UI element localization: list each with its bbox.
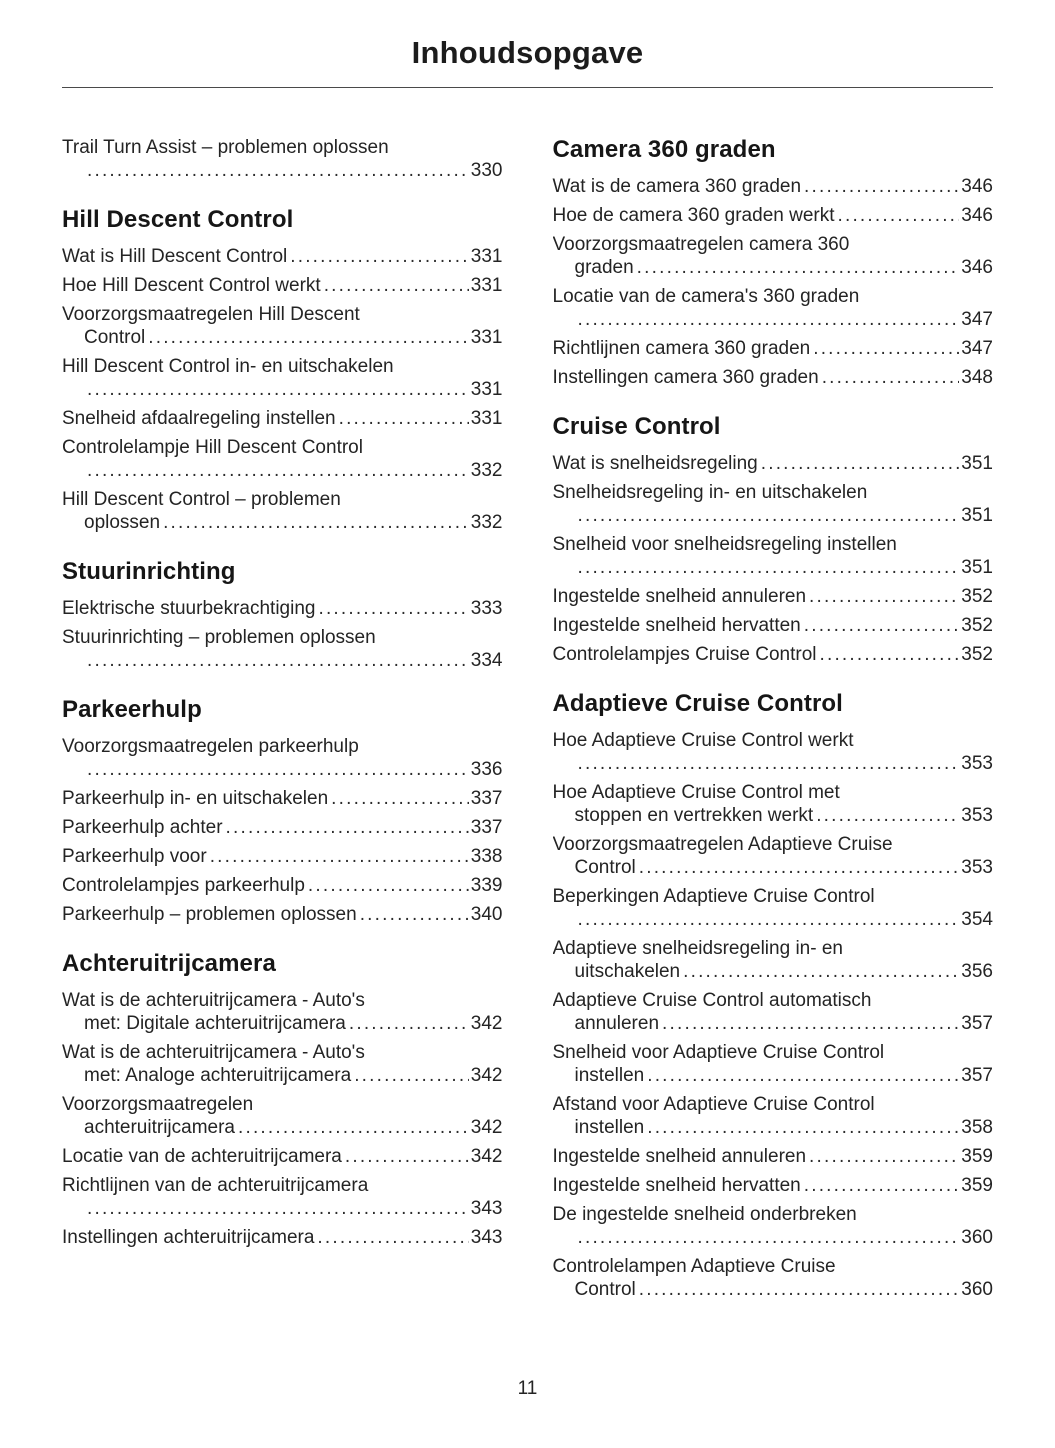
- dot-leader: [838, 204, 960, 227]
- dot-leader: [804, 614, 960, 637]
- entry-last-line: [553, 308, 994, 331]
- toc-entry: [553, 937, 994, 983]
- entry-label: Hoe de camera 360 graden werkt: [552, 205, 835, 226]
- entry-text-line: Snelheid voor Adaptieve Cruise Control: [552, 1042, 885, 1063]
- dot-leader: [578, 308, 960, 331]
- toc-entry: [62, 136, 503, 182]
- section-heading: Camera 360 graden: [552, 136, 776, 163]
- entry-page-number: 342: [470, 1117, 503, 1138]
- entry-last-line: [62, 787, 503, 810]
- toc-entry: [62, 355, 503, 401]
- entry-page-number: 359: [961, 1175, 993, 1196]
- toc-column-left: [62, 136, 503, 1307]
- entry-label: Wat is de camera 360 graden: [552, 176, 802, 197]
- toc-entry: [553, 175, 994, 198]
- toc-entry: [62, 245, 503, 268]
- toc-section: [62, 136, 503, 182]
- entry-text-line: Snelheidsregeling in- en uitschakelen: [552, 482, 868, 503]
- toc-entry: [553, 204, 994, 227]
- entry-page-number: 339: [470, 875, 503, 896]
- toc-section: [62, 696, 503, 926]
- entry-label: Control: [574, 857, 636, 878]
- toc-entry: [553, 614, 994, 637]
- entry-page-number: 332: [470, 460, 503, 481]
- toc-entry: [62, 1145, 503, 1168]
- entry-last-line: [553, 337, 994, 360]
- dot-leader: [87, 159, 469, 182]
- entry-text-line: Hill Descent Control – problemen: [62, 489, 341, 510]
- entry-last-line: [553, 366, 994, 389]
- entry-last-line: [62, 874, 503, 897]
- entry-label: Controlelampjes parkeerhulp: [62, 875, 305, 896]
- dot-leader: [683, 960, 959, 983]
- toc-entry: [62, 845, 503, 868]
- entry-page-number: 353: [961, 805, 993, 826]
- entry-page-number: 336: [470, 759, 503, 780]
- entry-last-line: [62, 326, 503, 349]
- entry-label: Wat is Hill Descent Control: [62, 246, 288, 267]
- dot-leader: [163, 511, 469, 534]
- entry-last-line: [62, 1197, 503, 1220]
- entry-last-line: [62, 758, 503, 781]
- entry-last-line: [553, 504, 994, 527]
- entry-label: Parkeerhulp voor: [62, 846, 207, 867]
- entry-page-number: 347: [961, 309, 993, 330]
- entry-last-line: [553, 204, 994, 227]
- entry-text-line: Voorzorgsmaatregelen parkeerhulp: [62, 736, 359, 757]
- entry-last-line: [62, 1145, 503, 1168]
- dot-leader: [317, 1226, 468, 1249]
- dot-leader: [578, 908, 960, 931]
- entry-label: Parkeerhulp – problemen oplossen: [62, 904, 357, 925]
- toc-entry: [553, 452, 994, 475]
- toc-entry: [553, 585, 994, 608]
- toc-entry: [62, 1174, 503, 1220]
- entry-last-line: [62, 903, 503, 926]
- toc-entry: [62, 488, 503, 534]
- entry-last-line: [553, 643, 994, 666]
- entry-page-number: 343: [470, 1198, 503, 1219]
- toc-entry: [553, 366, 994, 389]
- entry-label: Controlelampjes Cruise Control: [552, 644, 817, 665]
- entry-page-number: 334: [470, 650, 503, 671]
- entry-page-number: 360: [961, 1227, 993, 1248]
- entry-last-line: [62, 1116, 503, 1139]
- section-heading: Parkeerhulp: [62, 696, 202, 723]
- entry-label: instellen: [574, 1117, 645, 1138]
- entry-page-number: 356: [961, 961, 993, 982]
- dot-leader: [804, 175, 959, 198]
- entry-page-number: 352: [961, 644, 993, 665]
- entry-text-line: Wat is de achteruitrijcamera - Auto's: [62, 1042, 365, 1063]
- entry-page-number: 331: [470, 327, 503, 348]
- toc-entry: [62, 1041, 503, 1087]
- entry-label: Parkeerhulp achter: [62, 817, 223, 838]
- entry-page-number: 357: [961, 1013, 993, 1034]
- dot-leader: [290, 245, 469, 268]
- entry-page-number: 351: [961, 557, 993, 578]
- entry-page-number: 347: [961, 338, 993, 359]
- entry-page-number: 340: [470, 904, 503, 925]
- dot-leader: [761, 452, 960, 475]
- entry-last-line: [553, 614, 994, 637]
- page-footer: [0, 1378, 1055, 1400]
- dot-leader: [809, 585, 959, 608]
- dot-leader: [647, 1116, 959, 1139]
- entry-last-line: [553, 256, 994, 279]
- toc-entry: [62, 874, 503, 897]
- toc-entry: [553, 1255, 994, 1301]
- entry-text-line: Controlelampje Hill Descent Control: [62, 437, 363, 458]
- entry-page-number: 346: [961, 205, 993, 226]
- entry-page-number: 346: [961, 176, 993, 197]
- entry-text-line: Richtlijnen van de achteruitrijcamera: [62, 1175, 369, 1196]
- entry-text-line: Hoe Adaptieve Cruise Control werkt: [552, 730, 854, 751]
- toc-section: [553, 413, 994, 666]
- entry-last-line: [62, 649, 503, 672]
- toc-entry: [62, 1226, 503, 1249]
- entry-label: graden: [574, 257, 634, 278]
- toc-entry: [553, 233, 994, 279]
- toc-entry: [62, 903, 503, 926]
- entry-label: Elektrische stuurbekrachtiging: [62, 598, 316, 619]
- entry-last-line: [553, 175, 994, 198]
- dot-leader: [639, 856, 960, 879]
- toc-section: [553, 690, 994, 1301]
- dot-leader: [345, 1145, 469, 1168]
- dot-leader: [87, 378, 469, 401]
- dot-leader: [87, 1197, 469, 1220]
- toc-entry: [62, 597, 503, 620]
- entry-page-number: 359: [961, 1146, 993, 1167]
- dot-leader: [820, 643, 960, 666]
- entry-label: Ingestelde snelheid annuleren: [552, 1146, 807, 1167]
- dot-leader: [637, 256, 960, 279]
- toc-entry: [62, 1093, 503, 1139]
- entry-label: Parkeerhulp in- en uitschakelen: [62, 788, 329, 809]
- entry-page-number: 343: [470, 1227, 503, 1248]
- entry-last-line: [62, 378, 503, 401]
- entry-last-line: [553, 908, 994, 931]
- entry-last-line: [553, 556, 994, 579]
- entry-last-line: [62, 407, 503, 430]
- toc-entry: [62, 274, 503, 297]
- toc-entry: [553, 1203, 994, 1249]
- entry-page-number: 333: [470, 598, 503, 619]
- entry-page-number: 353: [961, 857, 993, 878]
- entry-last-line: [62, 1064, 503, 1087]
- toc-entry: [62, 303, 503, 349]
- entry-page-number: 360: [961, 1279, 993, 1300]
- entry-label: oplossen: [84, 512, 161, 533]
- dot-leader: [578, 556, 960, 579]
- dot-leader: [331, 787, 469, 810]
- toc-entry: [62, 436, 503, 482]
- entry-text-line: Voorzorgsmaatregelen camera 360: [552, 234, 850, 255]
- section-heading: Hill Descent Control: [62, 206, 294, 233]
- entry-page-number: 332: [470, 512, 503, 533]
- dot-leader: [578, 1226, 960, 1249]
- section-heading: Cruise Control: [552, 413, 721, 440]
- toc-entry: [62, 989, 503, 1035]
- entry-label: Control: [574, 1279, 636, 1300]
- toc-entry: [62, 816, 503, 839]
- entry-page-number: 357: [961, 1065, 993, 1086]
- entry-label: met: Analoge achteruitrijcamera: [84, 1065, 352, 1086]
- toc-entry: [553, 533, 994, 579]
- entry-text-line: Adaptieve Cruise Control automatisch: [552, 990, 872, 1011]
- entry-page-number: 338: [470, 846, 503, 867]
- entry-text-line: Hill Descent Control in- en uitschakelen: [62, 356, 394, 377]
- dot-leader: [578, 504, 960, 527]
- entry-label: met: Digitale achteruitrijcamera: [84, 1013, 346, 1034]
- toc-entry: [553, 833, 994, 879]
- entry-last-line: [62, 459, 503, 482]
- entry-text-line: Voorzorgsmaatregelen: [62, 1094, 254, 1115]
- entry-page-number: 354: [961, 909, 993, 930]
- entry-label: Ingestelde snelheid hervatten: [552, 1175, 801, 1196]
- entry-text-line: Wat is de achteruitrijcamera - Auto's: [62, 990, 365, 1011]
- entry-text-line: Adaptieve snelheidsregeling in- en: [552, 938, 843, 959]
- entry-last-line: [62, 159, 503, 182]
- toc-entry: [553, 1174, 994, 1197]
- entry-label: uitschakelen: [574, 961, 681, 982]
- entry-page-number: 351: [961, 505, 993, 526]
- entry-label: instellen: [574, 1065, 645, 1086]
- dot-leader: [226, 816, 469, 839]
- entry-label: Hoe Hill Descent Control werkt: [62, 275, 321, 296]
- entry-last-line: [553, 585, 994, 608]
- toc-entry: [553, 885, 994, 931]
- dot-leader: [238, 1116, 469, 1139]
- entry-last-line: [553, 1064, 994, 1087]
- toc-entry: [553, 337, 994, 360]
- toc-entry: [553, 729, 994, 775]
- entry-text-line: Stuurinrichting – problemen oplossen: [62, 627, 376, 648]
- entry-page-number: 337: [470, 817, 503, 838]
- toc-entry: [553, 1041, 994, 1087]
- dot-leader: [308, 874, 469, 897]
- page-title: Inhoudsopgave: [411, 35, 644, 70]
- entry-page-number: 342: [470, 1146, 503, 1167]
- entry-last-line: [553, 856, 994, 879]
- entry-last-line: [62, 1012, 503, 1035]
- dot-leader: [813, 337, 959, 360]
- entry-page-number: 342: [470, 1013, 503, 1034]
- toc-section: [62, 206, 503, 534]
- entry-last-line: [553, 752, 994, 775]
- entry-label: annuleren: [574, 1013, 660, 1034]
- entry-label: Locatie van de achteruitrijcamera: [62, 1146, 342, 1167]
- entry-text-line: Afstand voor Adaptieve Cruise Control: [552, 1094, 875, 1115]
- dot-leader: [360, 903, 469, 926]
- dot-leader: [354, 1064, 469, 1087]
- entry-last-line: [553, 1145, 994, 1168]
- entry-text-line: Locatie van de camera's 360 graden: [552, 286, 860, 307]
- dot-leader: [639, 1278, 960, 1301]
- toc-entry: [553, 989, 994, 1035]
- header-divider: [62, 87, 993, 88]
- dot-leader: [662, 1012, 959, 1035]
- entry-page-number: 352: [961, 586, 993, 607]
- dot-leader: [816, 804, 959, 827]
- dot-leader: [87, 459, 469, 482]
- entry-text-line: Snelheid voor snelheidsregeling instellen: [552, 534, 897, 555]
- dot-leader: [148, 326, 469, 349]
- dot-leader: [804, 1174, 960, 1197]
- entry-last-line: [553, 804, 994, 827]
- entry-text-line: Hoe Adaptieve Cruise Control met: [552, 782, 840, 803]
- dot-leader: [349, 1012, 469, 1035]
- entry-last-line: [62, 511, 503, 534]
- entry-last-line: [62, 1226, 503, 1249]
- entry-last-line: [553, 452, 994, 475]
- entry-last-line: [553, 1278, 994, 1301]
- section-heading: Achteruitrijcamera: [62, 950, 276, 977]
- entry-page-number: 331: [470, 408, 503, 429]
- section-heading: Stuurinrichting: [62, 558, 236, 585]
- entry-last-line: [62, 845, 503, 868]
- toc-entry: [62, 407, 503, 430]
- dot-leader: [809, 1145, 959, 1168]
- entry-page-number: 358: [961, 1117, 993, 1138]
- entry-last-line: [553, 1226, 994, 1249]
- dot-leader: [87, 758, 469, 781]
- entry-label: Instellingen achteruitrijcamera: [62, 1227, 315, 1248]
- section-heading: Adaptieve Cruise Control: [552, 690, 843, 717]
- toc-entry: [62, 735, 503, 781]
- entry-page-number: 352: [961, 615, 993, 636]
- entry-page-number: 331: [470, 379, 503, 400]
- toc-entry: [553, 1145, 994, 1168]
- entry-text-line: De ingestelde snelheid onderbreken: [552, 1204, 857, 1225]
- entry-label: Ingestelde snelheid hervatten: [552, 615, 801, 636]
- entry-page-number: 342: [470, 1065, 503, 1086]
- page-number: 11: [517, 1378, 538, 1399]
- entry-last-line: [62, 597, 503, 620]
- toc-entry: [553, 1093, 994, 1139]
- entry-label: Ingestelde snelheid annuleren: [552, 586, 807, 607]
- toc-section: [553, 136, 994, 389]
- entry-last-line: [553, 1116, 994, 1139]
- entry-label: Wat is snelheidsregeling: [552, 453, 758, 474]
- entry-page-number: 346: [961, 257, 993, 278]
- toc-entry: [553, 781, 994, 827]
- entry-text-line: Beperkingen Adaptieve Cruise Control: [552, 886, 875, 907]
- toc-entry: [553, 285, 994, 331]
- dot-leader: [578, 752, 960, 775]
- toc-entry: [553, 481, 994, 527]
- toc-section: [62, 950, 503, 1249]
- entry-page-number: 351: [961, 453, 993, 474]
- toc-columns: [62, 136, 993, 1307]
- dot-leader: [87, 649, 469, 672]
- entry-text-line: Voorzorgsmaatregelen Adaptieve Cruise: [552, 834, 893, 855]
- dot-leader: [339, 407, 469, 430]
- entry-page-number: 330: [470, 160, 503, 181]
- entry-page-number: 331: [470, 275, 503, 296]
- dot-leader: [324, 274, 469, 297]
- entry-label: Richtlijnen camera 360 graden: [552, 338, 811, 359]
- entry-label: Instellingen camera 360 graden: [552, 367, 819, 388]
- entry-text-line: Controlelampen Adaptieve Cruise: [552, 1256, 836, 1277]
- entry-label: Snelheid afdaalregeling instellen: [62, 408, 336, 429]
- entry-last-line: [553, 1012, 994, 1035]
- entry-label: Control: [84, 327, 146, 348]
- entry-page-number: 348: [961, 367, 993, 388]
- dot-leader: [318, 597, 468, 620]
- entry-page-number: 337: [470, 788, 503, 809]
- entry-last-line: [62, 816, 503, 839]
- entry-text-line: Voorzorgsmaatregelen Hill Descent: [62, 304, 360, 325]
- entry-last-line: [62, 274, 503, 297]
- entry-page-number: 353: [961, 753, 993, 774]
- entry-last-line: [553, 960, 994, 983]
- dot-leader: [822, 366, 960, 389]
- entry-last-line: [62, 245, 503, 268]
- toc-column-right: [553, 136, 994, 1307]
- toc-section: [62, 558, 503, 672]
- toc-entry: [553, 643, 994, 666]
- entry-label: stoppen en vertrekken werkt: [574, 805, 814, 826]
- toc-entry: [62, 787, 503, 810]
- entry-page-number: 331: [470, 246, 503, 267]
- dot-leader: [210, 845, 469, 868]
- entry-last-line: [553, 1174, 994, 1197]
- dot-leader: [647, 1064, 959, 1087]
- entry-label: achteruitrijcamera: [84, 1117, 235, 1138]
- toc-entry: [62, 626, 503, 672]
- entry-text-line: Trail Turn Assist – problemen oplossen: [62, 137, 389, 158]
